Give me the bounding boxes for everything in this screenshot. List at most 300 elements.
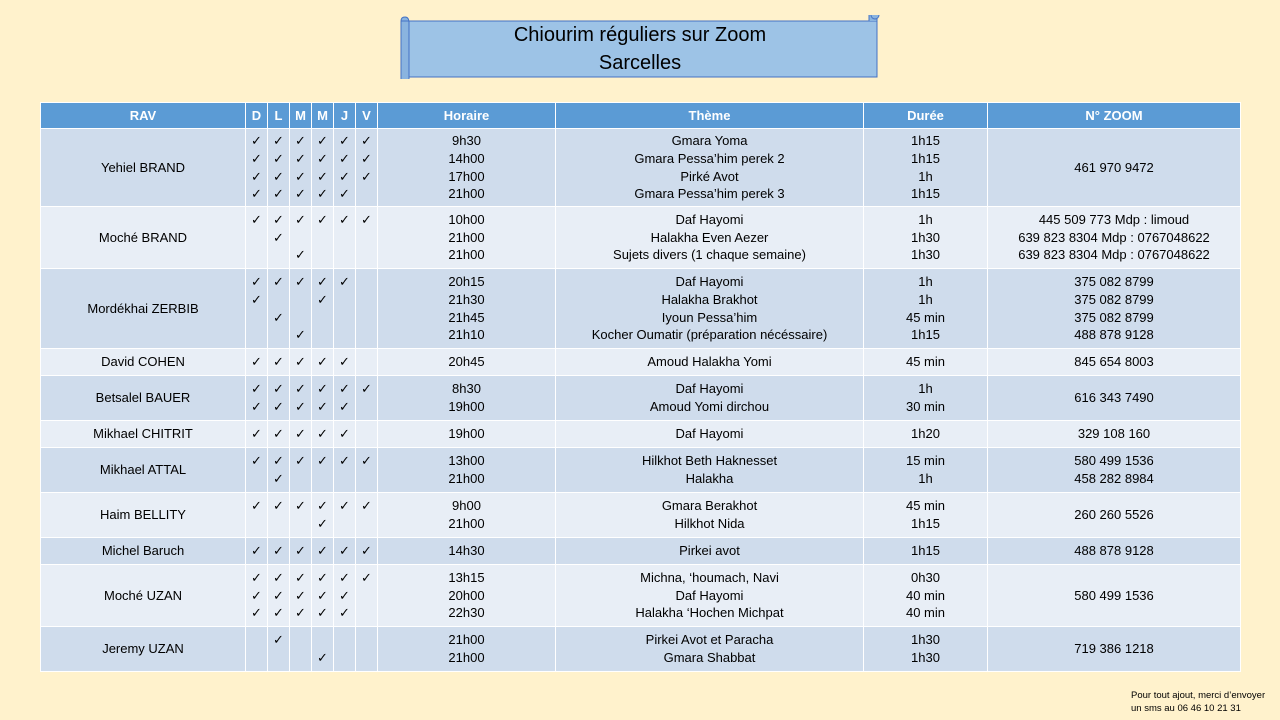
check-mark-icon: ✓: [339, 543, 350, 559]
day-cell: [312, 538, 334, 565]
check-mark-icon: ✓: [339, 168, 350, 184]
check-mark-icon: [356, 470, 377, 488]
table-row: [41, 421, 1241, 448]
horaire-value: 22h30: [448, 605, 485, 621]
check-mark-icon: [312, 631, 333, 649]
theme-value: Gmara Berakhot: [661, 498, 758, 514]
rav-name-cell: [41, 129, 246, 207]
horaire-value: 19h00: [448, 426, 485, 442]
check-mark-icon: ✓: [295, 399, 306, 414]
check-mark-icon: ✓: [251, 354, 262, 370]
zoom-number: 639 823 8304 Mdp : 0767048622: [1018, 229, 1210, 245]
check-mark-icon: ✓: [339, 381, 350, 397]
check-mark-icon: ✓: [273, 309, 284, 325]
table-row: [41, 207, 1241, 269]
duree-value: 1h30: [911, 632, 940, 648]
duree-value: 40 min: [905, 605, 946, 621]
zoom-number: 719 386 1218: [1074, 641, 1154, 657]
theme-cell: [556, 538, 864, 565]
zoom-cell: [988, 421, 1241, 448]
header-day-m1: M: [290, 103, 312, 129]
header-day-l: L: [268, 103, 290, 129]
horaire-cell: [378, 376, 556, 421]
check-mark-icon: ✓: [339, 587, 350, 603]
zoom-number: 375 082 8799: [1074, 309, 1154, 325]
duree-value: 0h30: [911, 570, 940, 586]
zoom-cell: [988, 627, 1241, 672]
check-mark-icon: ✓: [295, 381, 306, 397]
rav-name: Michel Baruch: [101, 543, 185, 559]
duree-value: 1h15: [911, 327, 940, 343]
check-mark-icon: ✓: [295, 274, 306, 290]
check-mark-icon: ✓: [361, 133, 372, 149]
rav-name: Mikhael CHITRIT: [93, 426, 193, 442]
day-cell: [312, 269, 334, 349]
check-mark-icon: [290, 309, 311, 327]
check-mark-icon: ✓: [339, 150, 350, 166]
day-cell: [312, 448, 334, 493]
check-mark-icon: ✓: [317, 186, 328, 202]
check-mark-icon: ✓: [317, 291, 328, 307]
check-mark-icon: ✓: [317, 150, 328, 166]
check-mark-icon: ✓: [317, 426, 328, 442]
day-cell: [290, 538, 312, 565]
check-mark-icon: ✓: [317, 605, 328, 621]
duree-value: 1h15: [911, 516, 940, 531]
horaire-cell: [378, 493, 556, 538]
check-mark-icon: [246, 326, 267, 344]
header-day-d: D: [246, 103, 268, 129]
day-cell: [246, 538, 268, 565]
rav-name-cell: [41, 627, 246, 672]
check-mark-icon: ✓: [317, 570, 328, 586]
footer-line-1: Pour tout ajout, merci d’envoyer: [1131, 690, 1266, 701]
day-cell: [356, 448, 378, 493]
check-mark-icon: ✓: [339, 212, 350, 228]
day-cell: [268, 538, 290, 565]
check-mark-icon: [268, 649, 289, 667]
check-mark-icon: ✓: [317, 399, 328, 414]
check-mark-icon: ✓: [295, 426, 306, 442]
zoom-cell: [988, 376, 1241, 421]
duree-value: 45 min: [905, 309, 946, 325]
check-mark-icon: ✓: [251, 605, 262, 621]
check-mark-icon: [246, 229, 267, 247]
zoom-cell: [988, 493, 1241, 538]
day-cell: [356, 538, 378, 565]
duree-value: 1h: [918, 168, 933, 184]
zoom-cell: [988, 349, 1241, 376]
day-cell: [268, 448, 290, 493]
day-cell: [246, 269, 268, 349]
check-mark-icon: [246, 649, 267, 667]
check-mark-icon: ✓: [251, 587, 262, 603]
check-mark-icon: ✓: [273, 381, 284, 397]
table-body: [41, 129, 1241, 672]
day-cell: [334, 565, 356, 627]
theme-value: Gmara Pessa’him perek 3: [634, 186, 785, 202]
day-cell: [268, 349, 290, 376]
check-mark-icon: ✓: [317, 543, 328, 559]
table-row: [41, 376, 1241, 421]
check-mark-icon: ✓: [339, 274, 350, 290]
rav-name-cell: [41, 565, 246, 627]
check-mark-icon: [290, 291, 311, 309]
day-cell: [268, 627, 290, 672]
check-mark-icon: ✓: [273, 453, 284, 469]
theme-cell: [556, 627, 864, 672]
day-cell: [356, 207, 378, 269]
theme-value: Halakha: [685, 471, 734, 486]
check-mark-icon: ✓: [251, 168, 262, 184]
check-mark-icon: [356, 309, 377, 327]
check-mark-icon: ✓: [361, 381, 372, 397]
day-cell: [246, 129, 268, 207]
duree-value: 45 min: [905, 354, 946, 370]
zoom-number: 445 509 773 Mdp : limoud: [1038, 212, 1190, 228]
theme-cell: [556, 269, 864, 349]
horaire-cell: [378, 207, 556, 269]
title-line-1: Chiourim réguliers sur Zoom: [513, 24, 767, 46]
day-cell: [312, 421, 334, 448]
theme-value: Michna, ‘houmach, Navi: [640, 570, 779, 586]
horaire-cell: [378, 627, 556, 672]
day-cell: [312, 493, 334, 538]
rav-name: Yehiel BRAND: [100, 159, 186, 175]
horaire-value: 21h00: [448, 229, 485, 245]
check-mark-icon: ✓: [273, 399, 284, 414]
day-cell: [334, 627, 356, 672]
check-mark-icon: ✓: [273, 168, 284, 184]
check-mark-icon: [334, 515, 355, 533]
check-mark-icon: ✓: [273, 605, 284, 621]
zoom-number: 639 823 8304 Mdp : 0767048622: [1018, 247, 1210, 263]
day-cell: [312, 627, 334, 672]
duree-value: 1h20: [911, 426, 940, 442]
zoom-cell: [988, 207, 1241, 269]
title-line-2: Sarcelles: [598, 52, 682, 74]
check-mark-icon: ✓: [273, 498, 284, 514]
day-cell: [268, 421, 290, 448]
check-mark-icon: ✓: [361, 498, 372, 514]
check-mark-icon: ✓: [317, 381, 328, 397]
check-mark-icon: ✓: [251, 543, 262, 559]
duree-value: 45 min: [905, 498, 946, 514]
check-mark-icon: ✓: [317, 587, 328, 603]
zoom-cell: [988, 565, 1241, 627]
day-cell: [246, 421, 268, 448]
zoom-number: 488 878 9128: [1074, 543, 1154, 559]
schedule-table: [40, 102, 1241, 672]
duree-cell: [864, 627, 988, 672]
theme-value: Hilkhot Beth Haknesset: [641, 453, 778, 469]
check-mark-icon: [290, 515, 311, 533]
horaire-value: 20h00: [448, 587, 485, 603]
duree-value: 1h: [918, 471, 933, 486]
duree-value: 1h: [918, 274, 933, 290]
check-mark-icon: [356, 631, 377, 649]
duree-cell: [864, 448, 988, 493]
rav-name-cell: [41, 349, 246, 376]
day-cell: [268, 376, 290, 421]
header-theme: Thème: [556, 103, 864, 129]
check-mark-icon: ✓: [317, 274, 328, 290]
check-mark-icon: ✓: [339, 570, 350, 586]
check-mark-icon: [246, 309, 267, 327]
day-cell: [356, 129, 378, 207]
check-mark-icon: ✓: [317, 168, 328, 184]
day-cell: [334, 376, 356, 421]
rav-name: Mordékhai ZERBIB: [87, 300, 199, 316]
check-mark-icon: ✓: [317, 354, 328, 370]
check-mark-icon: ✓: [317, 650, 328, 665]
check-mark-icon: ✓: [339, 453, 350, 469]
check-mark-icon: ✓: [295, 605, 306, 621]
rav-name-cell: [41, 207, 246, 269]
check-mark-icon: [312, 229, 333, 247]
horaire-cell: [378, 448, 556, 493]
theme-value: Pirké Avot: [680, 168, 739, 184]
horaire-value: 20h45: [448, 354, 485, 370]
check-mark-icon: ✓: [251, 381, 262, 397]
day-cell: [312, 129, 334, 207]
day-cell: [290, 349, 312, 376]
zoom-number: 580 499 1536: [1074, 587, 1154, 603]
check-mark-icon: ✓: [295, 168, 306, 184]
day-cell: [334, 349, 356, 376]
day-cell: [290, 376, 312, 421]
duree-cell: [864, 493, 988, 538]
check-mark-icon: ✓: [361, 453, 372, 469]
footer-line-2: un sms au 06 46 10 21 31: [1131, 703, 1241, 714]
rav-name-cell: [41, 538, 246, 565]
check-mark-icon: [334, 246, 355, 264]
day-cell: [290, 565, 312, 627]
check-mark-icon: ✓: [273, 133, 284, 149]
horaire-value: 21h10: [448, 327, 485, 343]
day-cell: [334, 493, 356, 538]
check-mark-icon: ✓: [273, 150, 284, 166]
check-mark-icon: [312, 309, 333, 327]
header-day-v: V: [356, 103, 378, 129]
check-mark-icon: ✓: [295, 327, 306, 343]
header-day-m2: M: [312, 103, 334, 129]
horaire-value: 19h00: [448, 399, 485, 414]
check-mark-icon: [334, 309, 355, 327]
day-cell: [334, 269, 356, 349]
duree-value: 30 min: [905, 399, 946, 414]
horaire-value: 21h00: [448, 516, 485, 531]
zoom-number: 461 970 9472: [1074, 159, 1154, 175]
day-cell: [356, 493, 378, 538]
horaire-cell: [378, 129, 556, 207]
duree-cell: [864, 538, 988, 565]
check-mark-icon: [356, 604, 377, 622]
theme-value: Kocher Oumatir (préparation nécéssaire): [591, 327, 828, 343]
check-mark-icon: [334, 470, 355, 488]
header-day-j: J: [334, 103, 356, 129]
check-mark-icon: ✓: [317, 516, 328, 531]
theme-value: Amoud Halakha Yomi: [647, 354, 772, 370]
zoom-number: 458 282 8984: [1074, 471, 1154, 486]
duree-cell: [864, 207, 988, 269]
check-mark-icon: ✓: [251, 291, 262, 307]
day-cell: [312, 207, 334, 269]
duree-cell: [864, 565, 988, 627]
title-banner: [399, 15, 881, 77]
check-mark-icon: ✓: [273, 471, 284, 486]
header-horaire: Horaire: [378, 103, 556, 129]
theme-cell: [556, 565, 864, 627]
day-cell: [334, 207, 356, 269]
theme-value: Gmara Shabbat: [663, 650, 756, 665]
duree-value: 40 min: [905, 587, 946, 603]
check-mark-icon: [290, 649, 311, 667]
check-mark-icon: ✓: [273, 229, 284, 245]
check-mark-icon: ✓: [251, 150, 262, 166]
day-cell: [290, 448, 312, 493]
check-mark-icon: ✓: [273, 426, 284, 442]
theme-value: Daf Hayomi: [675, 587, 744, 603]
check-mark-icon: ✓: [339, 399, 350, 414]
check-mark-icon: ✓: [251, 399, 262, 414]
zoom-cell: [988, 269, 1241, 349]
duree-value: 1h: [918, 381, 933, 397]
check-mark-icon: [356, 229, 377, 247]
day-cell: [356, 627, 378, 672]
check-mark-icon: [356, 273, 377, 291]
theme-value: Iyoun Pessa’him: [661, 309, 758, 325]
duree-value: 1h15: [911, 133, 940, 149]
check-mark-icon: [268, 326, 289, 344]
horaire-value: 9h30: [452, 133, 481, 149]
day-cell: [268, 269, 290, 349]
duree-value: 1h: [918, 212, 933, 228]
table-row: [41, 269, 1241, 349]
theme-value: Halakha Even Aezer: [650, 229, 769, 245]
zoom-number: 845 654 8003: [1074, 354, 1154, 370]
check-mark-icon: [356, 398, 377, 416]
table-row: [41, 565, 1241, 627]
check-mark-icon: ✓: [317, 212, 328, 228]
table-header-row: [41, 103, 1241, 129]
check-mark-icon: [312, 326, 333, 344]
zoom-cell: [988, 448, 1241, 493]
check-mark-icon: ✓: [295, 186, 306, 202]
day-cell: [268, 129, 290, 207]
horaire-value: 21h00: [448, 247, 485, 263]
day-cell: [246, 627, 268, 672]
duree-cell: [864, 376, 988, 421]
check-mark-icon: [334, 631, 355, 649]
theme-cell: [556, 448, 864, 493]
footer-note: [1131, 689, 1280, 715]
duree-value: 1h15: [911, 186, 940, 202]
check-mark-icon: [246, 470, 267, 488]
table-row: [41, 448, 1241, 493]
zoom-number: 616 343 7490: [1074, 390, 1154, 406]
theme-cell: [556, 129, 864, 207]
zoom-number: 580 499 1536: [1074, 453, 1154, 469]
horaire-cell: [378, 538, 556, 565]
table-row: [41, 538, 1241, 565]
header-zoom: N° ZOOM: [988, 103, 1241, 129]
day-cell: [246, 376, 268, 421]
rav-name-cell: [41, 421, 246, 448]
header-duree: Durée: [864, 103, 988, 129]
zoom-number: 375 082 8799: [1074, 274, 1154, 290]
day-cell: [356, 376, 378, 421]
check-mark-icon: ✓: [317, 133, 328, 149]
zoom-number: 375 082 8799: [1074, 291, 1154, 307]
theme-value: Gmara Yoma: [671, 133, 748, 149]
horaire-cell: [378, 349, 556, 376]
rav-name: Moché UZAN: [103, 587, 183, 603]
check-mark-icon: [290, 229, 311, 247]
check-mark-icon: [334, 326, 355, 344]
horaire-value: 21h00: [448, 471, 485, 486]
day-cell: [246, 207, 268, 269]
check-mark-icon: ✓: [251, 498, 262, 514]
check-mark-icon: [356, 353, 377, 371]
horaire-value: 10h00: [448, 212, 485, 228]
day-cell: [334, 421, 356, 448]
day-cell: [356, 349, 378, 376]
check-mark-icon: [334, 229, 355, 247]
rav-name-cell: [41, 376, 246, 421]
zoom-cell: [988, 538, 1241, 565]
horaire-value: 9h00: [452, 498, 481, 514]
duree-cell: [864, 421, 988, 448]
check-mark-icon: ✓: [339, 426, 350, 442]
day-cell: [290, 207, 312, 269]
day-cell: [246, 349, 268, 376]
zoom-cell: [988, 129, 1241, 207]
check-mark-icon: [246, 515, 267, 533]
day-cell: [290, 129, 312, 207]
check-mark-icon: [356, 649, 377, 667]
check-mark-icon: ✓: [273, 587, 284, 603]
rav-name: Moché BRAND: [98, 229, 188, 245]
duree-value: 1h30: [911, 650, 940, 665]
rav-name: Betsalel BAUER: [95, 390, 191, 406]
day-cell: [356, 421, 378, 448]
check-mark-icon: ✓: [251, 186, 262, 202]
horaire-value: 14h00: [448, 150, 485, 166]
rav-name: David COHEN: [101, 354, 185, 370]
theme-value: Pirkei avot: [679, 543, 740, 559]
duree-cell: [864, 269, 988, 349]
rav-name: Haim BELLITY: [100, 507, 186, 523]
check-mark-icon: ✓: [339, 186, 350, 202]
day-cell: [290, 493, 312, 538]
theme-value: Amoud Yomi dirchou: [649, 399, 770, 414]
duree-value: 1h: [918, 291, 933, 307]
check-mark-icon: [246, 631, 267, 649]
check-mark-icon: ✓: [361, 543, 372, 559]
check-mark-icon: ✓: [251, 212, 262, 228]
horaire-value: 21h00: [448, 632, 485, 648]
check-mark-icon: ✓: [273, 274, 284, 290]
check-mark-icon: ✓: [251, 570, 262, 586]
check-mark-icon: [312, 470, 333, 488]
check-mark-icon: ✓: [273, 212, 284, 228]
horaire-value: 14h30: [448, 543, 485, 559]
check-mark-icon: ✓: [273, 186, 284, 202]
theme-value: Sujets divers (1 chaque semaine): [613, 247, 806, 263]
day-cell: [290, 269, 312, 349]
zoom-number: 329 108 160: [1077, 426, 1151, 442]
